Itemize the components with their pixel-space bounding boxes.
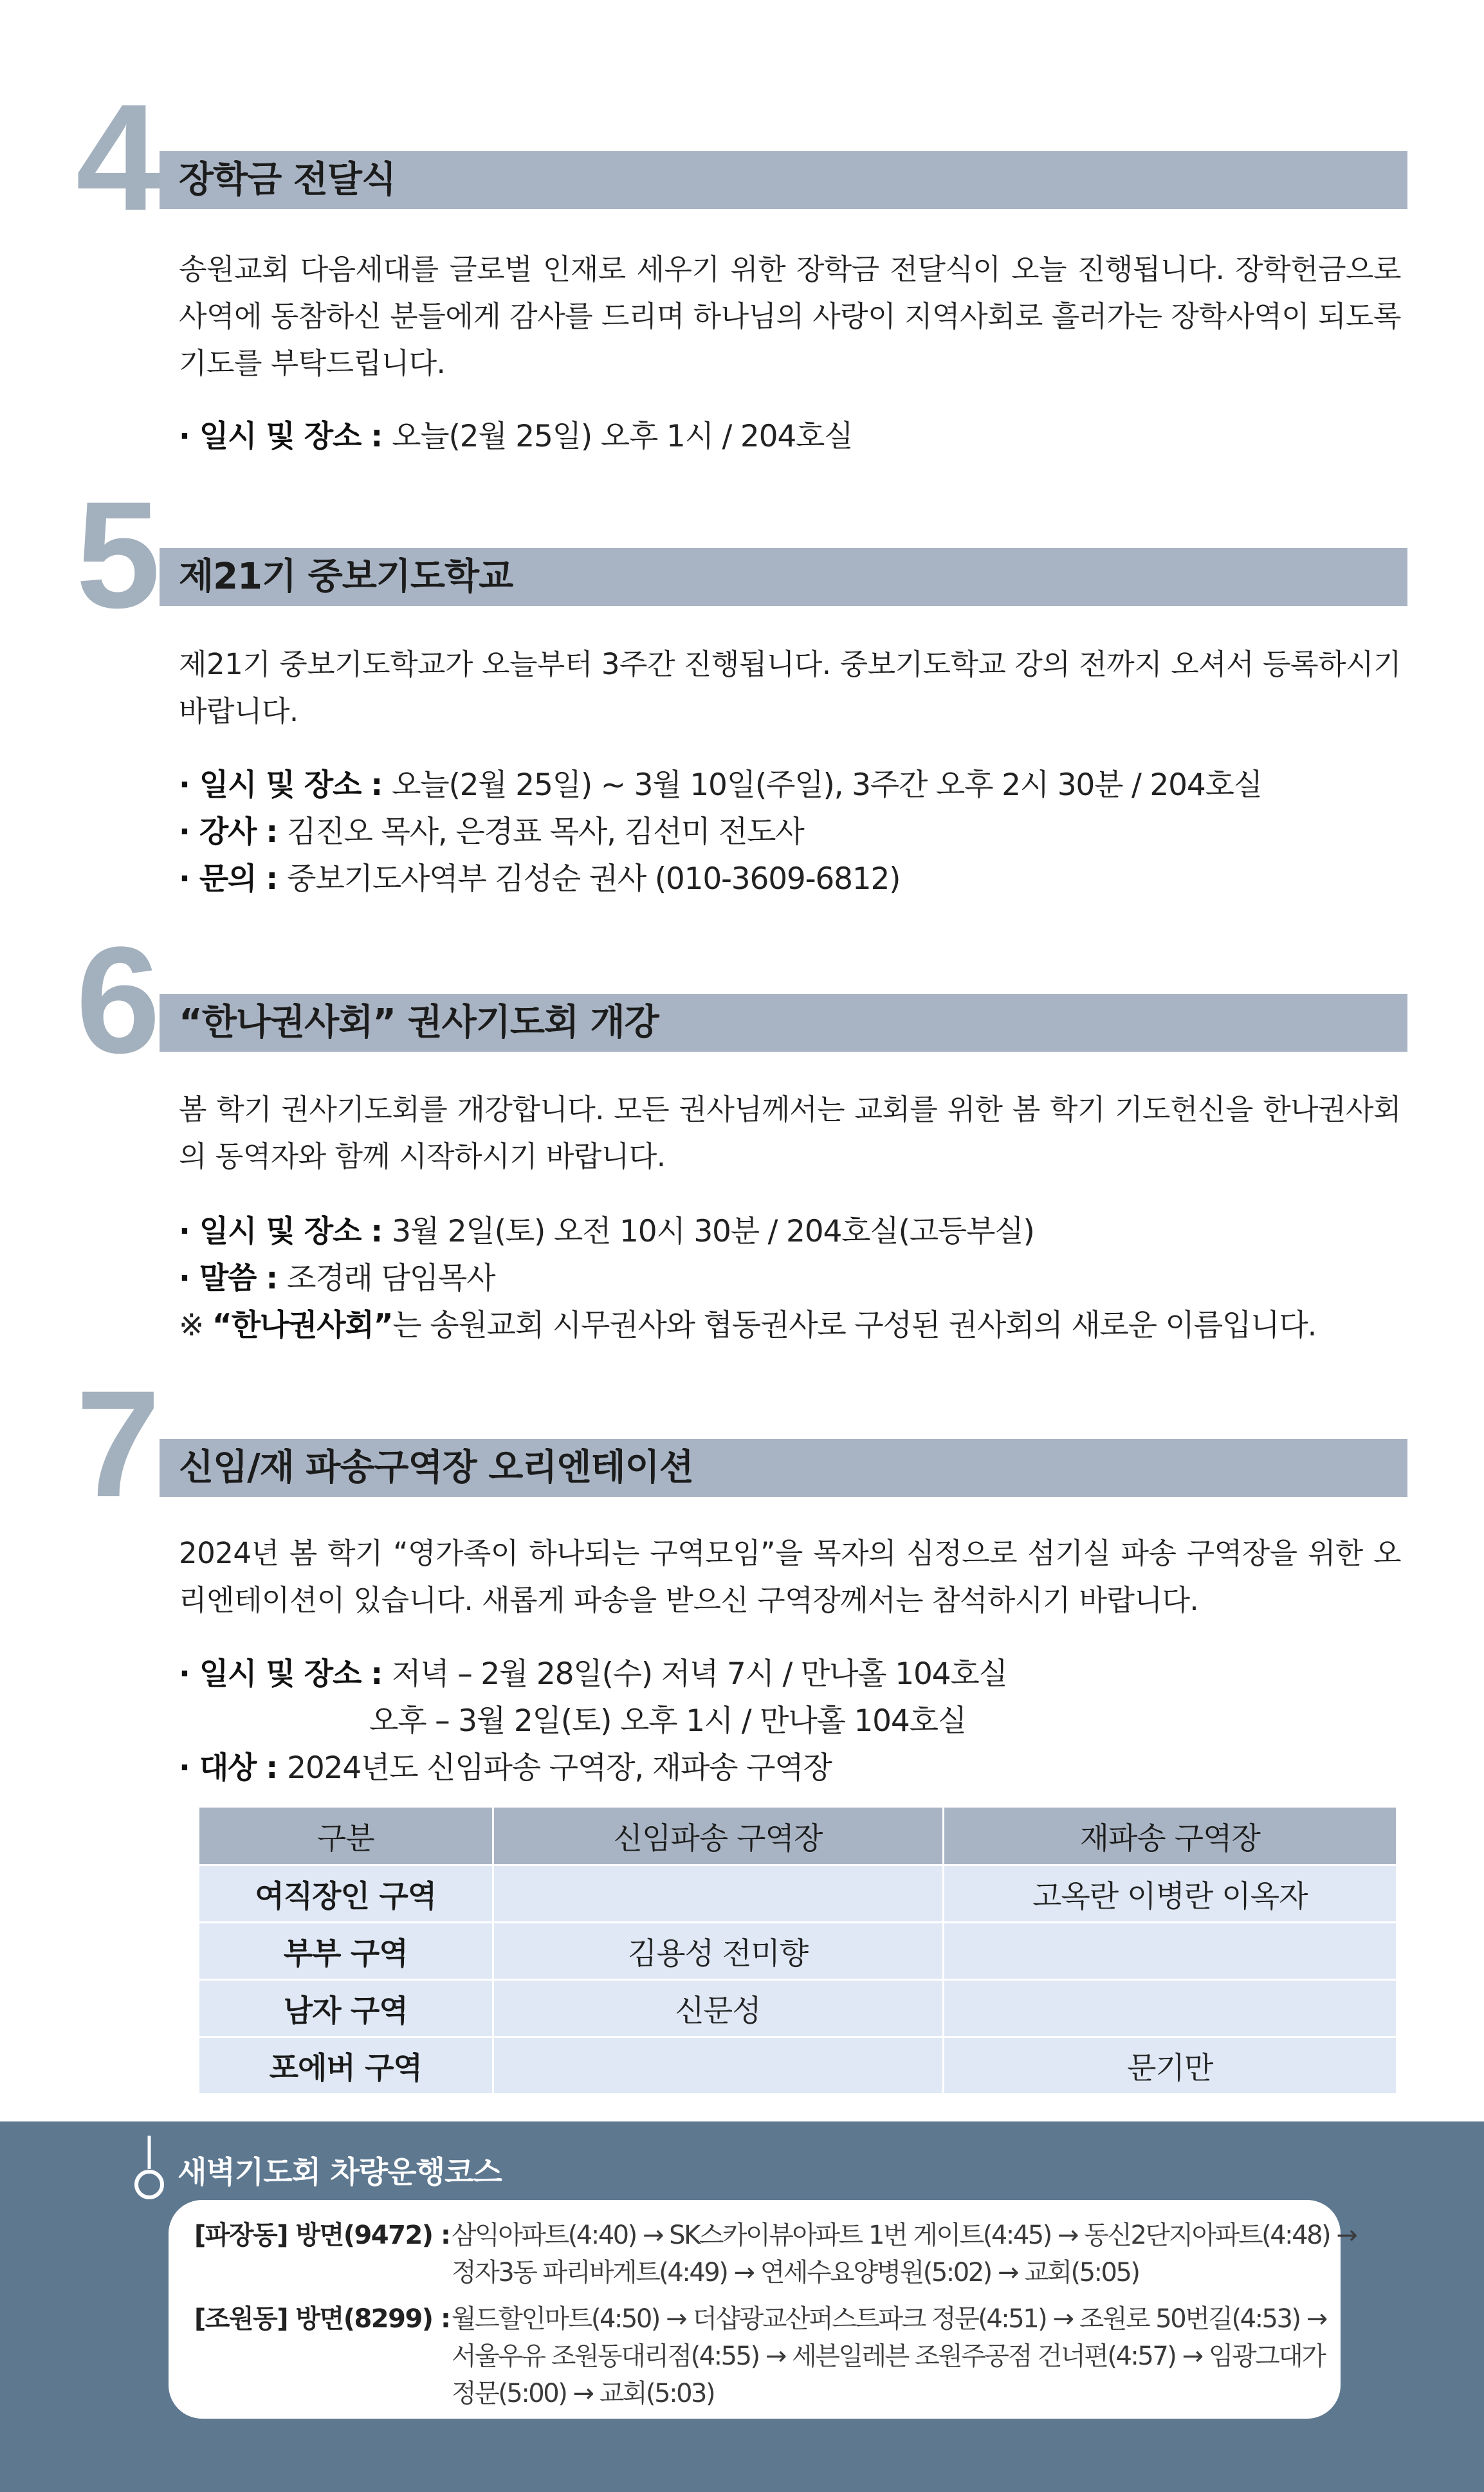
table-header-row — [199, 1808, 1396, 1865]
route-stops-line: 정문(5:00) → 교회(5:03) — [452, 2379, 715, 2408]
section-body: 송원교회 다음세대를 글로벌 인재로 세우기 위한 장학금 전달식이 오늘 진행됩니다. 장학헌금으로 사역에 동참하신 분들에게 감사를 드리며 하나님의 사랑이 지역사회로 흘러가는 장학사역이 되도록 기도를 부탁드립니다. — [179, 252, 1401, 380]
section-title-bar — [160, 151, 1407, 209]
route-stops-line: 서울우유 조원동대리점(4:55) → 세븐일레븐 조원주공점 건너편(4:57) → 임광그대가 — [452, 2341, 1325, 2371]
table-cell — [493, 1865, 943, 1923]
note-text: 는 송원교회 시무권사와 협동권사로 구성된 권사회의 새로운 이름입니다. — [392, 1308, 1317, 1343]
section-details — [179, 1651, 1414, 1791]
table-header: 신임파송 구역장 — [493, 1808, 943, 1865]
detail-line — [179, 413, 1414, 460]
detail-line — [179, 1208, 1414, 1255]
table-cell: 부부 구역 — [199, 1923, 493, 1980]
note-mark: ※ — [179, 1308, 212, 1343]
note-line — [179, 1302, 1414, 1349]
route-stops-line: 월드할인마트(4:50) → 더샵광교산퍼스트파크 정문(4:51) → 조원로 50번길(4:53) → — [452, 2304, 1326, 2334]
detail-text: 2024년도 신임파송 구역장, 재파송 구역장 — [287, 1750, 832, 1786]
table-cell — [493, 2037, 943, 2094]
detail-text: 오늘(2월 25일) 오후 1시 / 204호실 — [392, 419, 853, 454]
detail-text: 3월 2일(토) 오전 10시 30분 / 204호실(고등부실) — [392, 1214, 1034, 1249]
table-cell — [943, 1923, 1396, 1980]
table-cell: 고옥란 이병란 이옥자 — [943, 1865, 1396, 1923]
route-item — [194, 2300, 1326, 2412]
detail-text: 김진오 목사, 은경표 목사, 김선미 전도사 — [287, 814, 804, 850]
section-details — [179, 1208, 1414, 1349]
detail-label: · 일시 및 장소 : — [179, 1214, 392, 1249]
detail-label: · 말씀 : — [179, 1261, 288, 1296]
table-row — [199, 1865, 1396, 1923]
detail-text: 오늘(2월 25일) ~ 3월 10일(주일), 3주간 오후 2시 30분 / 204호실 — [392, 767, 1262, 803]
detail-line — [179, 809, 1414, 856]
route-box — [169, 2200, 1357, 2419]
table-row — [199, 2037, 1396, 2094]
route-label: [파장동] 방면(9472) : — [194, 2221, 450, 2250]
table-header: 구분 — [199, 1808, 493, 1865]
detail-label: · 일시 및 장소 : — [179, 767, 392, 803]
table-cell: 여직장인 구역 — [199, 1865, 493, 1923]
route-stops-line: 삼익아파트(4:40) → SK스카이뷰아파트 1번 게이트(4:45) → 동신2단지아파트(4:48) → — [452, 2221, 1357, 2250]
route-label: [조원동] 방면(8299) : — [194, 2304, 450, 2334]
detail-text: 저녁 – 2월 28일(수) 저녁 7시 / 만나홀 104호실 — [392, 1656, 1007, 1692]
detail-line — [179, 1698, 1414, 1745]
detail-line — [179, 1255, 1414, 1302]
detail-line — [179, 1745, 1414, 1791]
section-title: “한나권사회” 권사기도회 개강 — [179, 1002, 659, 1043]
table-row — [199, 1980, 1396, 2037]
detail-text: 오후 – 3월 2일(토) 오후 1시 / 만나홀 104호실 — [369, 1703, 966, 1739]
section-title: 신임/재 파송구역장 오리엔테이션 — [179, 1447, 693, 1489]
section-number: 7 — [76, 1359, 158, 1529]
detail-label: · 일시 및 장소 : — [179, 419, 392, 454]
route-item — [194, 2217, 1357, 2291]
bus-route-title: 새벽기도회 차량운행코스 — [178, 2155, 502, 2190]
pin-icon — [131, 2136, 167, 2203]
section-body: 봄 학기 권사기도회를 개강합니다. 모든 권사님께서는 교회를 위한 봄 학기 기도헌신을 한나권사회의 동역자와 함께 시작하시기 바랍니다. — [179, 1092, 1401, 1173]
detail-label: · 강사 : — [179, 814, 288, 850]
section-details — [179, 413, 1414, 460]
section-details — [179, 762, 1414, 902]
table-cell: 남자 구역 — [199, 1980, 493, 2037]
detail-text: 중보기도사역부 김성순 권사 (010-3609-6812) — [287, 861, 901, 897]
section-number: 5 — [76, 470, 158, 640]
detail-text: 조경래 담임목사 — [287, 1261, 495, 1296]
section-title-bar — [160, 1439, 1407, 1497]
table-cell — [943, 1980, 1396, 2037]
detail-label: · 문의 : — [179, 861, 288, 897]
table-cell: 신문성 — [493, 1980, 943, 2037]
detail-label: · 대상 : — [179, 1750, 288, 1786]
table-row — [199, 1923, 1396, 1980]
table-cell: 포에버 구역 — [199, 2037, 493, 2094]
table-header: 재파송 구역장 — [943, 1808, 1396, 1865]
route-stops-line: 정자3동 파리바게트(4:49) → 연세수요양병원(5:02) → 교회(5:05) — [452, 2258, 1139, 2287]
leader-table — [199, 1808, 1396, 2093]
section-title-bar — [160, 994, 1407, 1052]
table-cell: 김용성 전미향 — [493, 1923, 943, 1980]
detail-line — [179, 1651, 1414, 1698]
section-number: 4 — [76, 73, 158, 243]
section-body: 2024년 봄 학기 “영가족이 하나되는 구역모임”을 목자의 심정으로 섬기실 파송 구역장을 위한 오리엔테이션이 있습니다. 새롭게 파송을 받으신 구역장께서는 참석하시기 바랍니다. — [179, 1536, 1401, 1617]
section-body: 제21기 중보기도학교가 오늘부터 3주간 진행됩니다. 중보기도학교 강의 전까지 오셔서 등록하시기 바랍니다. — [179, 647, 1401, 728]
section-title: 장학금 전달식 — [179, 159, 396, 201]
bus-route-panel — [0, 2121, 1484, 2492]
detail-label: · 일시 및 장소 : — [179, 1656, 392, 1692]
note-bold: “한나권사회” — [212, 1308, 393, 1343]
section-number: 6 — [76, 915, 158, 1085]
section-title: 제21기 중보기도학교 — [179, 556, 513, 598]
detail-line — [179, 856, 1414, 902]
detail-line — [179, 762, 1414, 809]
table-cell: 문기만 — [943, 2037, 1396, 2094]
section-title-bar — [160, 548, 1407, 606]
